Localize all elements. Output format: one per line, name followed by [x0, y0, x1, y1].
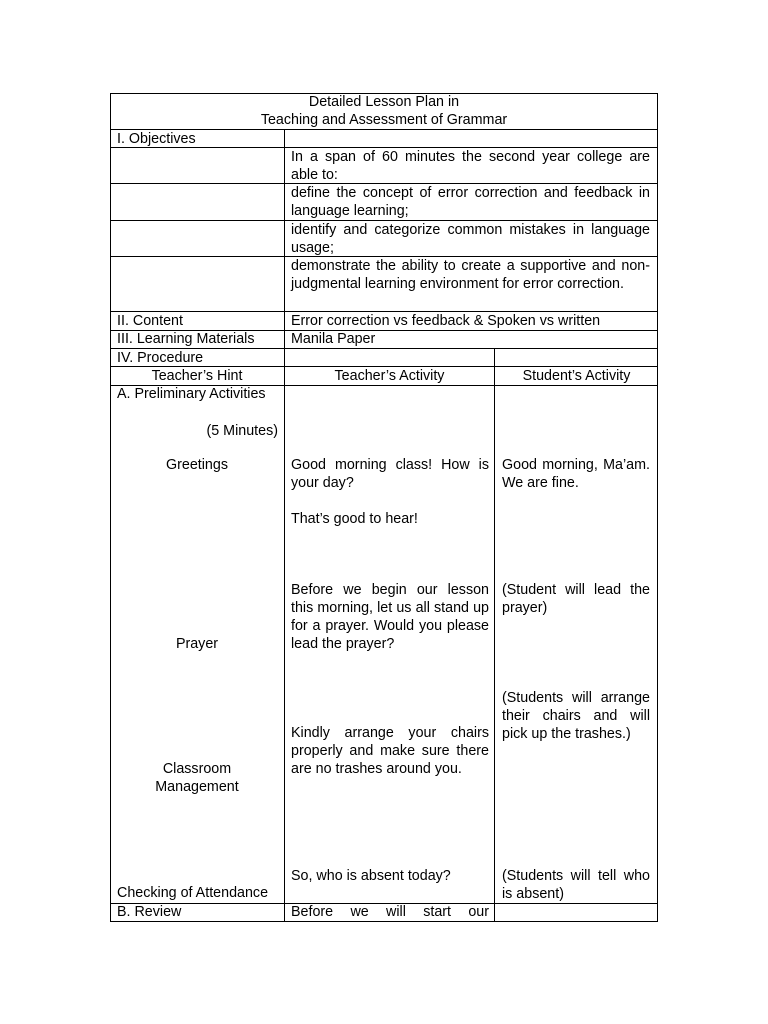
hint-greetings: Greetings [166, 457, 228, 473]
objectives-label: I. Objectives [117, 131, 196, 147]
teacher-arrange-chairs: Kindly arrange your chairs properly and make sure there are no trashes around you. [291, 725, 489, 777]
student-arrange: (Students will arrange their chairs and will pick up the trashes.) [502, 690, 650, 742]
title-line-2: Teaching and Assessment of Grammar [260, 112, 508, 128]
student-greeting: Good morning, Ma’am. We are fine. [502, 457, 650, 491]
title-line-1: Detailed Lesson Plan in [308, 94, 460, 110]
hint-preliminary-activities: A. Preliminary Activities [117, 386, 266, 402]
header-students-activity: Student’s Activity [522, 368, 631, 384]
teacher-greeting: Good morning class! How is your day? [291, 457, 489, 491]
materials-value: Manila Paper [291, 331, 376, 347]
header-teachers-hint: Teacher’s Hint [151, 368, 243, 384]
teacher-absent: So, who is absent today? [291, 868, 451, 884]
teacher-good-to-hear: That’s good to hear! [291, 511, 418, 527]
hint-prayer: Prayer [175, 636, 219, 652]
materials-label: III. Learning Materials [117, 331, 255, 347]
hint-classroom: Classroom [162, 761, 232, 777]
objective-2: identify and categorize common mistakes in language usage; [291, 222, 650, 256]
procedure-label: IV. Procedure [117, 350, 204, 366]
student-prayer: (Student will lead the prayer) [502, 582, 650, 616]
objective-3: demonstrate the ability to create a supportive and non-judgmental learning environment for error correction. [291, 258, 650, 292]
teacher-review: Before we will start our [291, 904, 489, 920]
student-absent: (Students will tell who is absent) [502, 868, 650, 902]
content-label: II. Content [117, 313, 183, 329]
hint-minutes: (5 Minutes) [206, 423, 278, 439]
teacher-prayer: Before we begin our lesson this morning, let us all stand up for a prayer. Would you please lead the prayer? [291, 582, 489, 652]
hint-review: B. Review [117, 904, 182, 920]
objective-1: define the concept of error correction and feedback in language learning; [291, 185, 650, 219]
content-value: Error correction vs feedback & Spoken vs written [291, 313, 601, 329]
header-teachers-activity: Teacher’s Activity [334, 368, 445, 384]
hint-management: Management [155, 779, 239, 795]
hint-checking-attendance: Checking of Attendance [117, 885, 269, 901]
objectives-intro: In a span of 60 minutes the second year college are able to: [291, 149, 650, 183]
